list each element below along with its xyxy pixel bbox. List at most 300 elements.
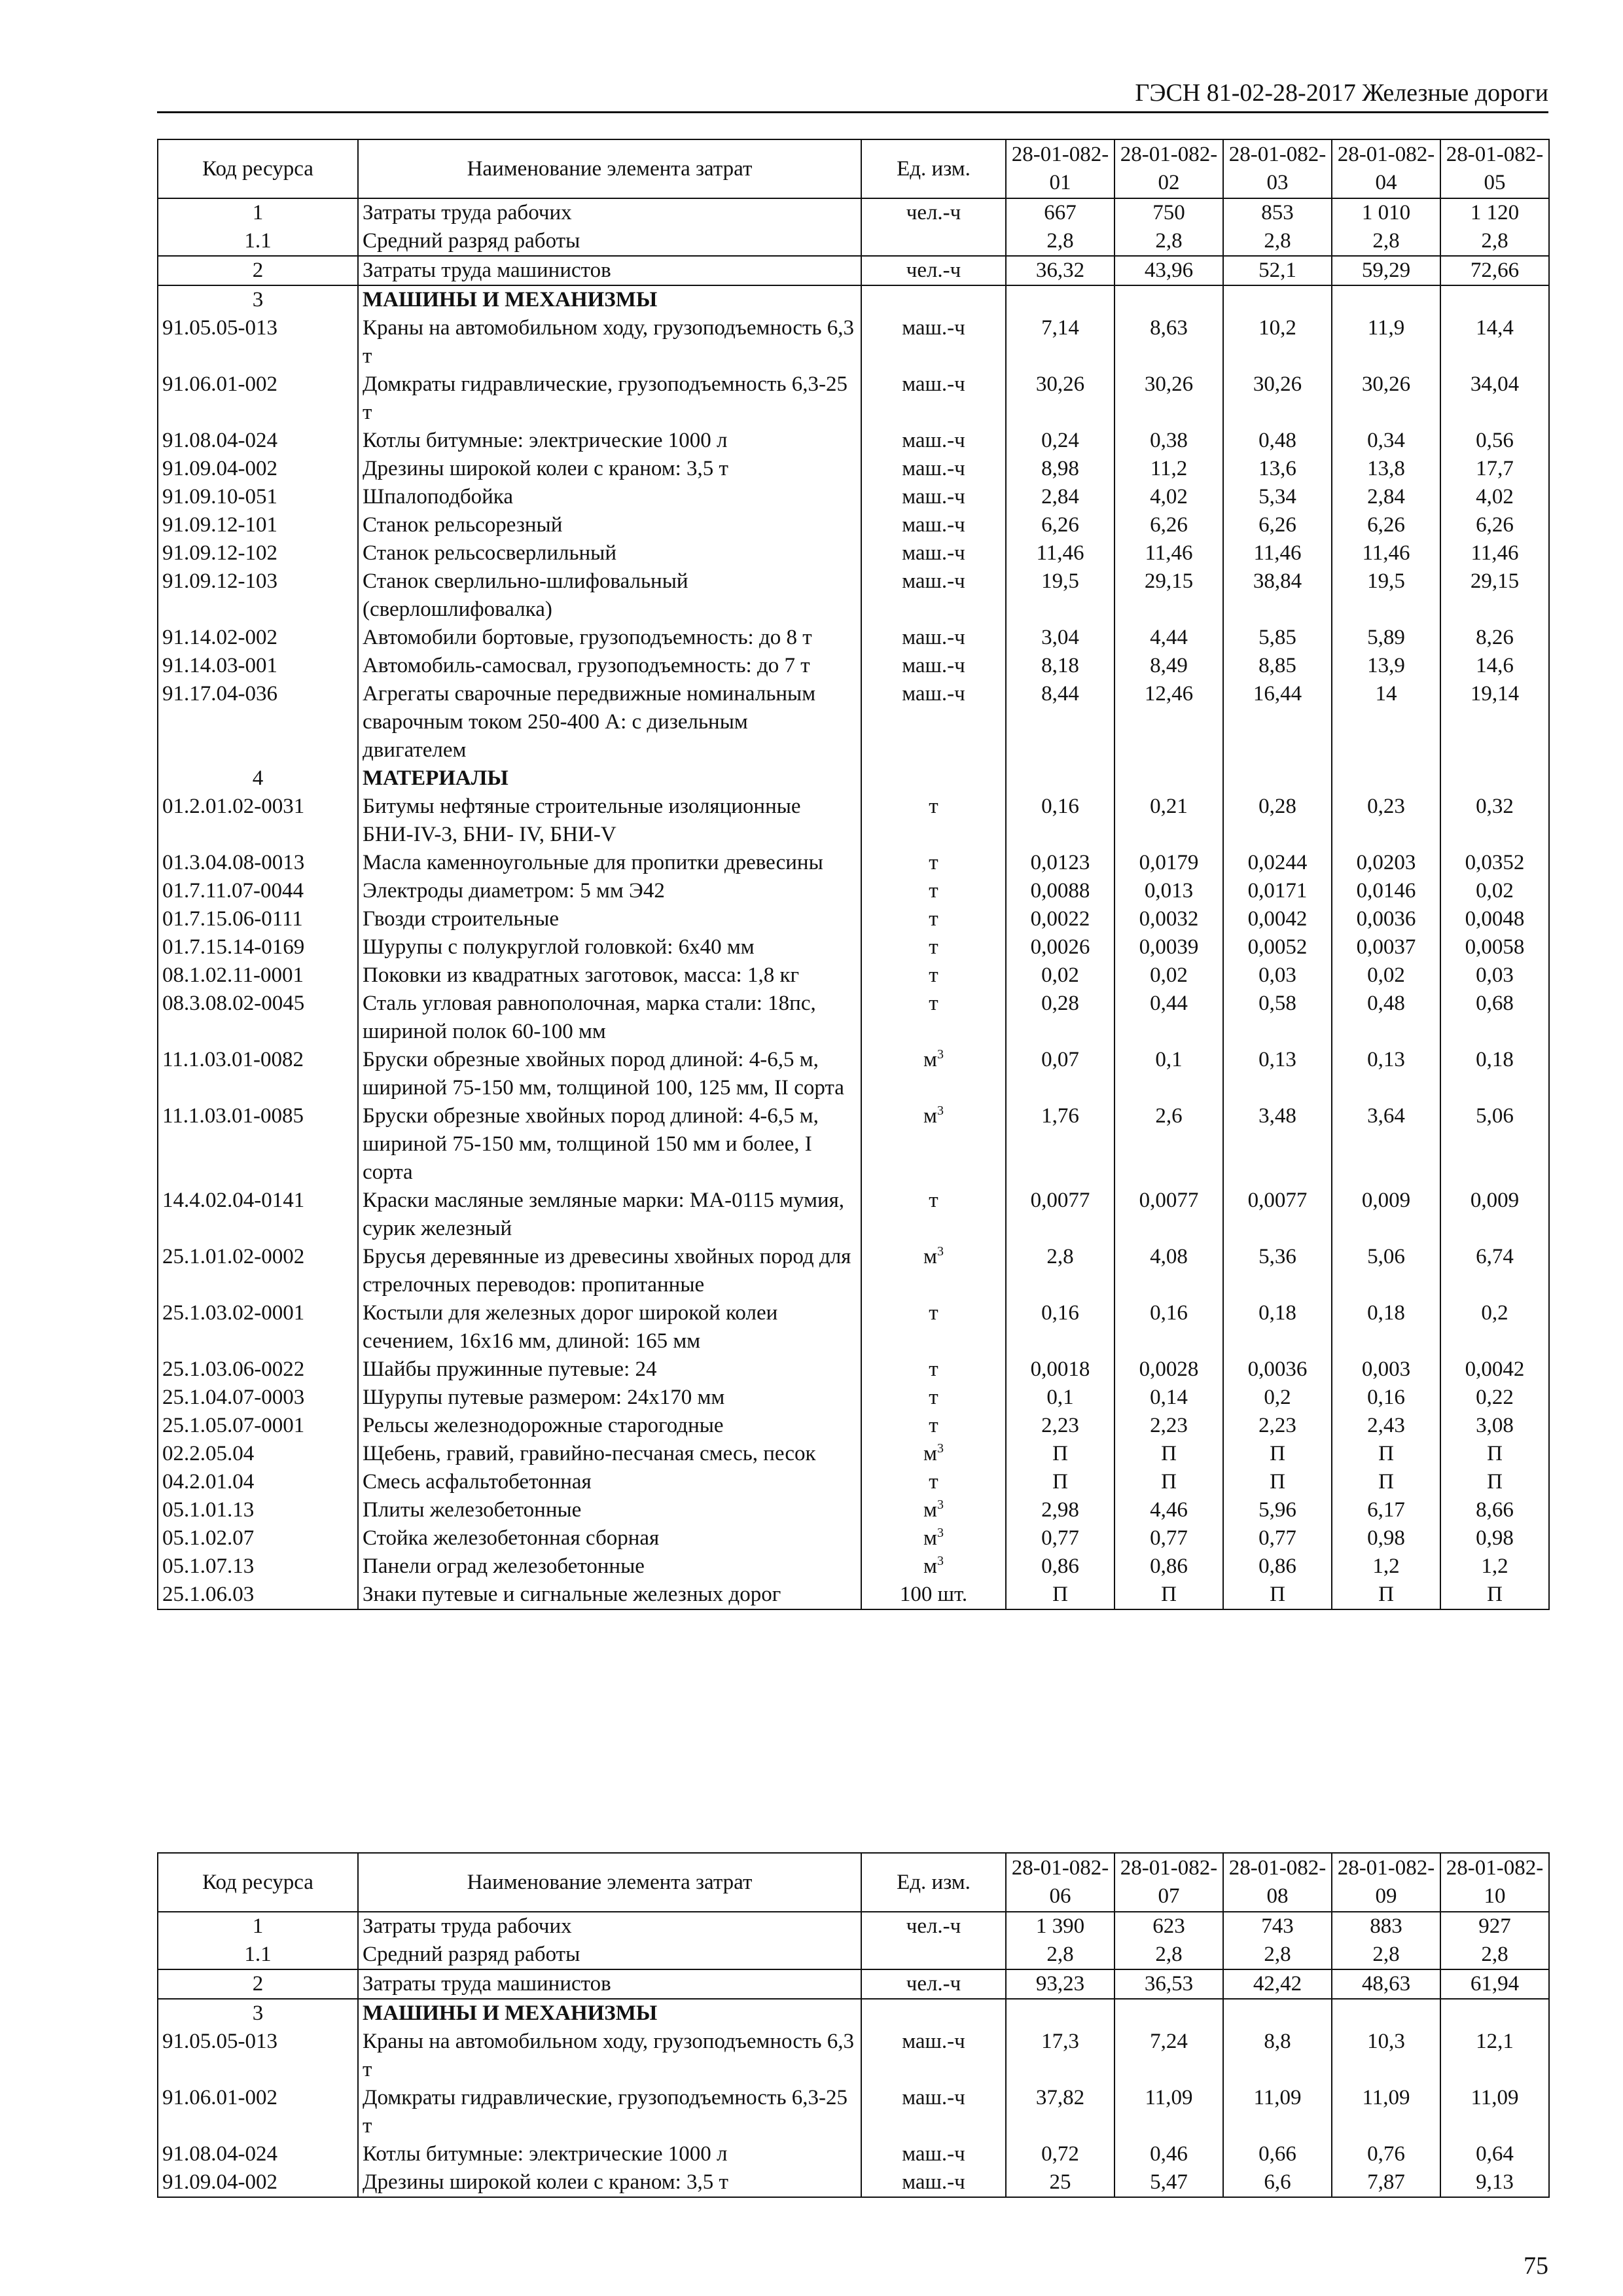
resource-code: 1 (158, 198, 358, 227)
value-cell: П (1223, 1440, 1332, 1468)
unit-text: т (929, 1189, 938, 1212)
value-cell: 2,84 (1332, 483, 1440, 511)
value-cell: 927 (1440, 1912, 1549, 1941)
value-cell (1006, 764, 1115, 793)
resource-name: МАШИНЫ И МЕХАНИЗМЫ (358, 1999, 861, 2028)
resource-name: Станок рельсосверлильный (358, 539, 861, 567)
resource-code: 4 (158, 764, 358, 793)
value-cell: 0,0018 (1006, 1355, 1115, 1384)
unit-cell (861, 455, 1006, 483)
unit-text: маш.-ч (902, 626, 965, 649)
unit-cell (861, 227, 1006, 256)
value-cell: 0,48 (1223, 427, 1332, 455)
unit-cell (861, 1999, 1006, 2028)
value-cell: 3,08 (1440, 1412, 1549, 1440)
value-cell: 5,85 (1223, 624, 1332, 652)
unit-cell (861, 2140, 1006, 2168)
value-cell: 36,32 (1006, 256, 1115, 285)
value-cell: 2,8 (1440, 1941, 1549, 1969)
resource-table-1 (157, 139, 1550, 1610)
table-row (158, 624, 1549, 652)
table-row (158, 1102, 1549, 1187)
unit-superscript: 3 (936, 1554, 944, 1568)
value-cell: П (1332, 1468, 1440, 1496)
value-cell: 61,94 (1440, 1969, 1549, 1999)
table-row (158, 256, 1549, 285)
resource-code: 91.08.04-024 (158, 2140, 358, 2168)
column-header: Наименование элемента затрат (358, 139, 861, 198)
value-cell: 0,0042 (1223, 905, 1332, 933)
unit-text: т (929, 1414, 938, 1437)
unit-text: 100 шт. (899, 1583, 968, 1606)
unit-text: м (923, 1554, 937, 1578)
resource-name: Масла каменноугольные для пропитки древесины (358, 849, 861, 877)
resource-code: 91.09.12-101 (158, 511, 358, 539)
resource-name: Знаки путевые и сигнальные железных дорог (358, 1581, 861, 1609)
unit-cell (861, 990, 1006, 1046)
unit-text: чел.-ч (906, 201, 961, 224)
unit-text: маш.-ч (902, 513, 965, 537)
unit-text: маш.-ч (902, 429, 965, 452)
page-header (157, 77, 1548, 113)
table-row (158, 1999, 1549, 2028)
resource-name: Шпалоподбойка (358, 483, 861, 511)
unit-text: маш.-ч (902, 2170, 965, 2194)
unit-text: маш.-ч (902, 2086, 965, 2109)
unit-cell (861, 1384, 1006, 1412)
resource-name: Автомобили бортовые, грузоподъемность: до 8 т (358, 624, 861, 652)
unit-text: чел.-ч (906, 1914, 961, 1938)
table-row (158, 427, 1549, 455)
value-cell: 0,77 (1006, 1524, 1115, 1552)
value-cell: 0,2 (1223, 1384, 1332, 1412)
resource-code: 91.17.04-036 (158, 680, 358, 764)
value-cell: 0,14 (1115, 1384, 1223, 1412)
value-cell: 0,003 (1332, 1355, 1440, 1384)
table-row (158, 1912, 1549, 1941)
column-header: Код ресурса (158, 1853, 358, 1912)
value-cell: П (1223, 1468, 1332, 1496)
value-cell: 14 (1332, 680, 1440, 764)
unit-text: т (929, 1386, 938, 1409)
unit-text: т (929, 935, 938, 959)
unit-cell (861, 1552, 1006, 1581)
resource-name: Дрезины широкой колеи с краном: 3,5 т (358, 2168, 861, 2197)
value-cell: 0,0028 (1115, 1355, 1223, 1384)
resource-name: Агрегаты сварочные передвижные номинальным сварочным током 250-400 А: с дизельным двигателем (358, 680, 861, 764)
value-cell: 7,87 (1332, 2168, 1440, 2197)
value-cell: 0,24 (1006, 427, 1115, 455)
value-cell: 0,32 (1440, 793, 1549, 849)
unit-text: т (929, 992, 938, 1015)
value-cell: П (1332, 1581, 1440, 1609)
table-row (158, 933, 1549, 961)
unit-text: маш.-ч (902, 457, 965, 480)
value-cell: 0,56 (1440, 427, 1549, 455)
column-header: Код ресурса (158, 139, 358, 198)
resource-name: Щебень, гравий, гравийно-песчаная смесь, песок (358, 1440, 861, 1468)
resource-name: Домкраты гидравлические, грузоподъемность 6,3-25 т (358, 370, 861, 427)
unit-cell (861, 256, 1006, 285)
resource-name: Домкраты гидравлические, грузоподъемность 6,3-25 т (358, 2084, 861, 2140)
table-body (158, 198, 1549, 1609)
unit-cell (861, 849, 1006, 877)
resource-name: Шайбы пружинные путевые: 24 (358, 1355, 861, 1384)
value-cell: 36,53 (1115, 1969, 1223, 1999)
value-cell: 0,22 (1440, 1384, 1549, 1412)
table-row (158, 1581, 1549, 1609)
resource-name: Стойка железобетонная сборная (358, 1524, 861, 1552)
value-cell (1332, 1999, 1440, 2028)
resource-name: Затраты труда рабочих (358, 198, 861, 227)
value-cell (1223, 764, 1332, 793)
table-row (158, 370, 1549, 427)
table-row (158, 652, 1549, 680)
unit-cell (861, 1243, 1006, 1299)
value-cell: 2,8 (1332, 227, 1440, 256)
unit-text: т (929, 851, 938, 874)
unit-text: маш.-ч (902, 2030, 965, 2053)
value-cell: 11,09 (1115, 2084, 1223, 2140)
value-cell: 4,08 (1115, 1243, 1223, 1299)
resource-name: Гвозди строительные (358, 905, 861, 933)
resource-name: Затраты труда машинистов (358, 1969, 861, 1999)
unit-text: маш.-ч (902, 2142, 965, 2166)
value-cell (1115, 1999, 1223, 2028)
resource-name: Краны на автомобильном ходу, грузоподъемность 6,3 т (358, 314, 861, 370)
unit-cell (861, 1102, 1006, 1187)
unit-cell (861, 1187, 1006, 1243)
resource-code: 1.1 (158, 227, 358, 256)
value-cell: 0,16 (1332, 1384, 1440, 1412)
resource-code: 08.1.02.11-0001 (158, 961, 358, 990)
table-row (158, 2168, 1549, 2197)
table-row (158, 1440, 1549, 1468)
value-cell: 1,2 (1332, 1552, 1440, 1581)
value-cell: 1,2 (1440, 1552, 1549, 1581)
table-row (158, 1046, 1549, 1102)
resource-name: Рельсы железнодорожные старогодные (358, 1412, 861, 1440)
value-cell: 1 390 (1006, 1912, 1115, 1941)
value-cell: П (1006, 1581, 1115, 1609)
value-cell: 2,8 (1115, 227, 1223, 256)
value-cell: 0,77 (1115, 1524, 1223, 1552)
value-cell: 59,29 (1332, 256, 1440, 285)
value-cell: 2,8 (1006, 1243, 1115, 1299)
value-cell: 8,63 (1115, 314, 1223, 370)
value-cell: 0,13 (1223, 1046, 1332, 1102)
table-row (158, 1969, 1549, 1999)
table-header-row (158, 139, 1549, 198)
value-cell: 5,96 (1223, 1496, 1332, 1524)
value-cell: 0,0088 (1006, 877, 1115, 905)
value-cell: 0,76 (1332, 2140, 1440, 2168)
value-cell: 5,89 (1332, 624, 1440, 652)
value-cell: 0,0171 (1223, 877, 1332, 905)
value-cell (1332, 285, 1440, 314)
value-cell: 0,0077 (1115, 1187, 1223, 1243)
value-cell (1115, 285, 1223, 314)
value-cell: 0,16 (1115, 1299, 1223, 1355)
table-row (158, 2084, 1549, 2140)
value-cell: 2,8 (1332, 1941, 1440, 1969)
value-cell: 7,24 (1115, 2028, 1223, 2084)
value-cell: 3,48 (1223, 1102, 1332, 1187)
value-cell: 2,8 (1223, 227, 1332, 256)
value-cell: 0,98 (1440, 1524, 1549, 1552)
resource-code: 91.09.04-002 (158, 2168, 358, 2197)
value-cell: 11,09 (1440, 2084, 1549, 2140)
resource-code: 11.1.03.01-0082 (158, 1046, 358, 1102)
value-cell: 6,74 (1440, 1243, 1549, 1299)
value-cell: 0,48 (1332, 990, 1440, 1046)
value-cell: 0,66 (1223, 2140, 1332, 2168)
unit-superscript: 3 (936, 1526, 944, 1540)
value-cell: 0,44 (1115, 990, 1223, 1046)
value-cell: 2,6 (1115, 1102, 1223, 1187)
resource-name: Котлы битумные: электрические 1000 л (358, 2140, 861, 2168)
table-row (158, 1496, 1549, 1524)
value-cell: 853 (1223, 198, 1332, 227)
value-cell: 0,0052 (1223, 933, 1332, 961)
value-cell: 3,64 (1332, 1102, 1440, 1187)
value-cell: 13,6 (1223, 455, 1332, 483)
resource-code: 05.1.02.07 (158, 1524, 358, 1552)
value-cell: 13,8 (1332, 455, 1440, 483)
value-cell: 0,86 (1006, 1552, 1115, 1581)
unit-text: т (929, 963, 938, 987)
resource-name: Поковки из квадратных заготовок, масса: 1,8 кг (358, 961, 861, 990)
value-cell (1223, 285, 1332, 314)
table-row (158, 1524, 1549, 1552)
value-cell: 38,84 (1223, 567, 1332, 624)
unit-cell (861, 905, 1006, 933)
value-cell: 11,46 (1332, 539, 1440, 567)
unit-cell (861, 764, 1006, 793)
resource-code: 05.1.01.13 (158, 1496, 358, 1524)
value-cell: 0,0036 (1332, 905, 1440, 933)
value-cell: 0,0048 (1440, 905, 1549, 933)
value-cell: 2,23 (1006, 1412, 1115, 1440)
value-cell: 11,46 (1223, 539, 1332, 567)
value-cell: 4,02 (1440, 483, 1549, 511)
resource-name: Костыли для железных дорог широкой колеи сечением, 16x16 мм, длиной: 165 мм (358, 1299, 861, 1355)
page-number: 75 (1524, 2252, 1548, 2280)
unit-cell (861, 1496, 1006, 1524)
table-row (158, 227, 1549, 256)
unit-text: т (929, 1470, 938, 1494)
value-cell: 4,44 (1115, 624, 1223, 652)
unit-text: т (929, 879, 938, 903)
unit-cell (861, 961, 1006, 990)
value-cell: 11,46 (1440, 539, 1549, 567)
resource-name: Бруски обрезные хвойных пород длиной: 4-6,5 м, шириной 75-150 мм, толщиной 100, 125 мм, II сорта (358, 1046, 861, 1102)
value-cell: 8,98 (1006, 455, 1115, 483)
unit-text: т (929, 795, 938, 818)
value-cell: 14,6 (1440, 652, 1549, 680)
value-cell: 0,1 (1006, 1384, 1115, 1412)
value-cell: 0,46 (1115, 2140, 1223, 2168)
value-cell (1223, 1999, 1332, 2028)
unit-cell (861, 680, 1006, 764)
table-row (158, 849, 1549, 877)
value-cell: П (1115, 1581, 1223, 1609)
value-cell: 8,49 (1115, 652, 1223, 680)
value-cell (1440, 1999, 1549, 2028)
value-cell: 25 (1006, 2168, 1115, 2197)
value-cell: 12,1 (1440, 2028, 1549, 2084)
resource-name: Шурупы с полукруглой головкой: 6x40 мм (358, 933, 861, 961)
value-cell: 0,18 (1332, 1299, 1440, 1355)
value-cell: 19,5 (1332, 567, 1440, 624)
table-row (158, 680, 1549, 764)
unit-text: м (923, 1442, 937, 1465)
value-cell: 0,0146 (1332, 877, 1440, 905)
resource-code: 2 (158, 1969, 358, 1999)
unit-cell (861, 793, 1006, 849)
resource-code: 91.09.10-051 (158, 483, 358, 511)
resource-code: 3 (158, 1999, 358, 2028)
value-cell: 2,84 (1006, 483, 1115, 511)
value-cell: 743 (1223, 1912, 1332, 1941)
unit-cell (861, 2084, 1006, 2140)
column-header: Ед. изм. (861, 139, 1006, 198)
column-header: 28-01-082-05 (1440, 139, 1549, 198)
unit-cell (861, 1581, 1006, 1609)
resource-name: Брусья деревянные из древесины хвойных пород для стрелочных переводов: пропитанные (358, 1243, 861, 1299)
value-cell: 0,64 (1440, 2140, 1549, 2168)
value-cell: 8,18 (1006, 652, 1115, 680)
unit-cell (861, 1355, 1006, 1384)
table-row (158, 764, 1549, 793)
unit-text: м (923, 1245, 937, 1268)
value-cell: 6,17 (1332, 1496, 1440, 1524)
value-cell: 0,77 (1223, 1524, 1332, 1552)
unit-cell (861, 652, 1006, 680)
value-cell: 2,8 (1115, 1941, 1223, 1969)
unit-text: м (923, 1526, 937, 1550)
resource-code: 3 (158, 285, 358, 314)
document-title: ГЭСН 81-02-28-2017 Железные дороги (1135, 79, 1548, 107)
value-cell: 8,26 (1440, 624, 1549, 652)
resource-code: 25.1.06.03 (158, 1581, 358, 1609)
value-cell: 0,0042 (1440, 1355, 1549, 1384)
resource-code: 05.1.07.13 (158, 1552, 358, 1581)
value-cell: 19,14 (1440, 680, 1549, 764)
table-row (158, 877, 1549, 905)
value-cell: 1,76 (1006, 1102, 1115, 1187)
unit-cell (861, 198, 1006, 227)
value-cell: 0,013 (1115, 877, 1223, 905)
value-cell: 0,03 (1223, 961, 1332, 990)
value-cell: 0,02 (1440, 877, 1549, 905)
unit-cell (861, 1969, 1006, 1999)
value-cell: 0,0036 (1223, 1355, 1332, 1384)
value-cell: 0,16 (1006, 1299, 1115, 1355)
resource-code: 1.1 (158, 1941, 358, 1969)
value-cell: 12,46 (1115, 680, 1223, 764)
value-cell: 11,2 (1115, 455, 1223, 483)
value-cell: 0,58 (1223, 990, 1332, 1046)
unit-text: маш.-ч (902, 485, 965, 509)
table-row (158, 2140, 1549, 2168)
table-row (158, 1355, 1549, 1384)
value-cell: 0,0022 (1006, 905, 1115, 933)
value-cell: 8,85 (1223, 652, 1332, 680)
value-cell (1440, 285, 1549, 314)
value-cell: 0,02 (1006, 961, 1115, 990)
resource-name: МАТЕРИАЛЫ (358, 764, 861, 793)
value-cell: 5,34 (1223, 483, 1332, 511)
unit-cell (861, 1299, 1006, 1355)
resource-code: 91.14.03-001 (158, 652, 358, 680)
table-row (158, 905, 1549, 933)
value-cell: 0,0077 (1223, 1187, 1332, 1243)
table-row (158, 1243, 1549, 1299)
resource-name: Краски масляные земляные марки: МА-0115 мумия, сурик железный (358, 1187, 861, 1243)
unit-text: т (929, 1357, 938, 1381)
resource-code: 01.7.15.14-0169 (158, 933, 358, 961)
value-cell: 0,07 (1006, 1046, 1115, 1102)
value-cell: 0,38 (1115, 427, 1223, 455)
value-cell (1440, 764, 1549, 793)
value-cell: 5,47 (1115, 2168, 1223, 2197)
resource-code: 91.06.01-002 (158, 370, 358, 427)
value-cell: 0,0123 (1006, 849, 1115, 877)
resource-code: 91.09.04-002 (158, 455, 358, 483)
table-row (158, 1552, 1549, 1581)
value-cell: 43,96 (1115, 256, 1223, 285)
value-cell: 750 (1115, 198, 1223, 227)
resource-code: 25.1.03.02-0001 (158, 1299, 358, 1355)
value-cell: 14,4 (1440, 314, 1549, 370)
resource-code: 25.1.01.02-0002 (158, 1243, 358, 1299)
resource-code: 91.06.01-002 (158, 2084, 358, 2140)
value-cell: 0,0026 (1006, 933, 1115, 961)
table-row (158, 1384, 1549, 1412)
unit-cell (861, 427, 1006, 455)
resource-code: 1 (158, 1912, 358, 1941)
table-row (158, 285, 1549, 314)
value-cell: 2,43 (1332, 1412, 1440, 1440)
value-cell: 29,15 (1115, 567, 1223, 624)
value-cell: 6,26 (1332, 511, 1440, 539)
value-cell: 0,0058 (1440, 933, 1549, 961)
value-cell: 11,09 (1223, 2084, 1332, 2140)
value-cell: 8,44 (1006, 680, 1115, 764)
value-cell: 48,63 (1332, 1969, 1440, 1999)
value-cell: 10,3 (1332, 2028, 1440, 2084)
table-row (158, 961, 1549, 990)
value-cell: 2,23 (1223, 1412, 1332, 1440)
value-cell: 10,2 (1223, 314, 1332, 370)
value-cell: 0,98 (1332, 1524, 1440, 1552)
value-cell: 667 (1006, 198, 1115, 227)
resource-code: 14.4.02.04-0141 (158, 1187, 358, 1243)
value-cell: 93,23 (1006, 1969, 1115, 1999)
column-header: 28-01-082-02 (1115, 139, 1223, 198)
table-row (158, 511, 1549, 539)
value-cell: 30,26 (1223, 370, 1332, 427)
unit-cell (861, 539, 1006, 567)
column-header: Ед. изм. (861, 1853, 1006, 1912)
resource-code: 25.1.05.07-0001 (158, 1412, 358, 1440)
value-cell: 1 010 (1332, 198, 1440, 227)
resource-name: Плиты железобетонные (358, 1496, 861, 1524)
unit-superscript: 3 (936, 1103, 944, 1118)
value-cell: 623 (1115, 1912, 1223, 1941)
unit-cell (861, 483, 1006, 511)
